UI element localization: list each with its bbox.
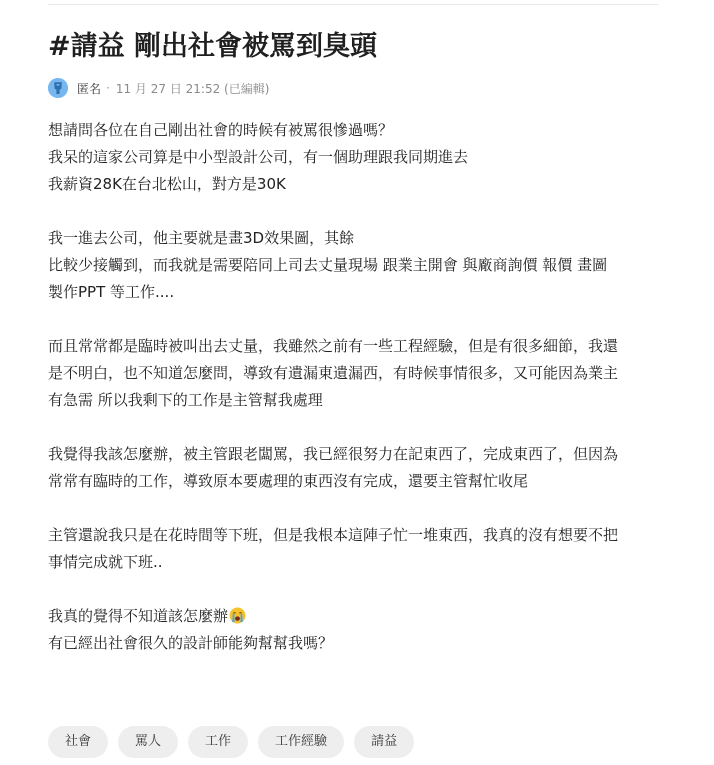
post-title: #請益 剛出社會被罵到臭頭 bbox=[48, 31, 378, 62]
post-timestamp: 11 月 27 日 21:52 (已編輯) bbox=[115, 81, 270, 96]
tag-chip[interactable]: 工作經驗 bbox=[258, 726, 344, 758]
tag-chip[interactable]: 罵人 bbox=[118, 726, 178, 758]
author-name[interactable]: 匿名 bbox=[77, 81, 102, 96]
post-paragraph: 我一進去公司，他主要就是畫3D效果圖，其餘 比較少接觸到，而我就是需要陪同上司去丈量現場 跟業主開會 與廠商詢價 報價 畫圖 製作PPT 等工作.... bbox=[48, 229, 608, 301]
post-line: 有已經出社會很久的設計師能夠幫幫我嗎？ bbox=[48, 634, 334, 652]
post-line: 我真的覺得不知道該怎麼辦 bbox=[48, 607, 229, 625]
post-paragraph: 我覺得我該怎麼辦，被主管跟老闆罵，我已經很努力在記東西了，完成東西了，但因為 常常有臨時的工作，導致原本要處理的東西沒有完成，還要主管幫忙收尾 bbox=[48, 445, 619, 490]
post-paragraph: 想請問各位在自己剛出社會的時候有被罵很慘過嗎？ 我呆的這家公司算是中小型設計公司，有一個助理跟我同期進去 我薪資28K在台北松山，對方是30K bbox=[48, 121, 469, 193]
tag-chip[interactable]: 請益 bbox=[354, 726, 414, 758]
tag-list bbox=[48, 726, 414, 758]
post-paragraph-final bbox=[48, 603, 664, 657]
tag-chip[interactable]: 社會 bbox=[48, 726, 108, 758]
post-paragraph: 主管還說我只是在花時間等下班，但是我根本這陣子忙一堆東西，我真的沒有想要不把 事情完成就下班.. bbox=[48, 526, 619, 571]
top-divider bbox=[48, 4, 658, 5]
loudly-crying-face-icon bbox=[229, 606, 246, 623]
tag-chip[interactable]: 工作 bbox=[188, 726, 248, 758]
anonymous-avatar-icon[interactable] bbox=[48, 78, 68, 98]
post-meta bbox=[48, 77, 269, 99]
meta-separator: · bbox=[106, 81, 110, 95]
post-paragraph: 而且常常都是臨時被叫出去丈量，我雖然之前有一些工程經驗，但是有很多細節，我還 是不明白，也不知道怎麼問，導致有遺漏東遺漏西，有時候事情很多，又可能因為業主 有急需 所以我剩下的工作是主管幫我處理 bbox=[48, 337, 619, 409]
post-body bbox=[48, 117, 664, 657]
